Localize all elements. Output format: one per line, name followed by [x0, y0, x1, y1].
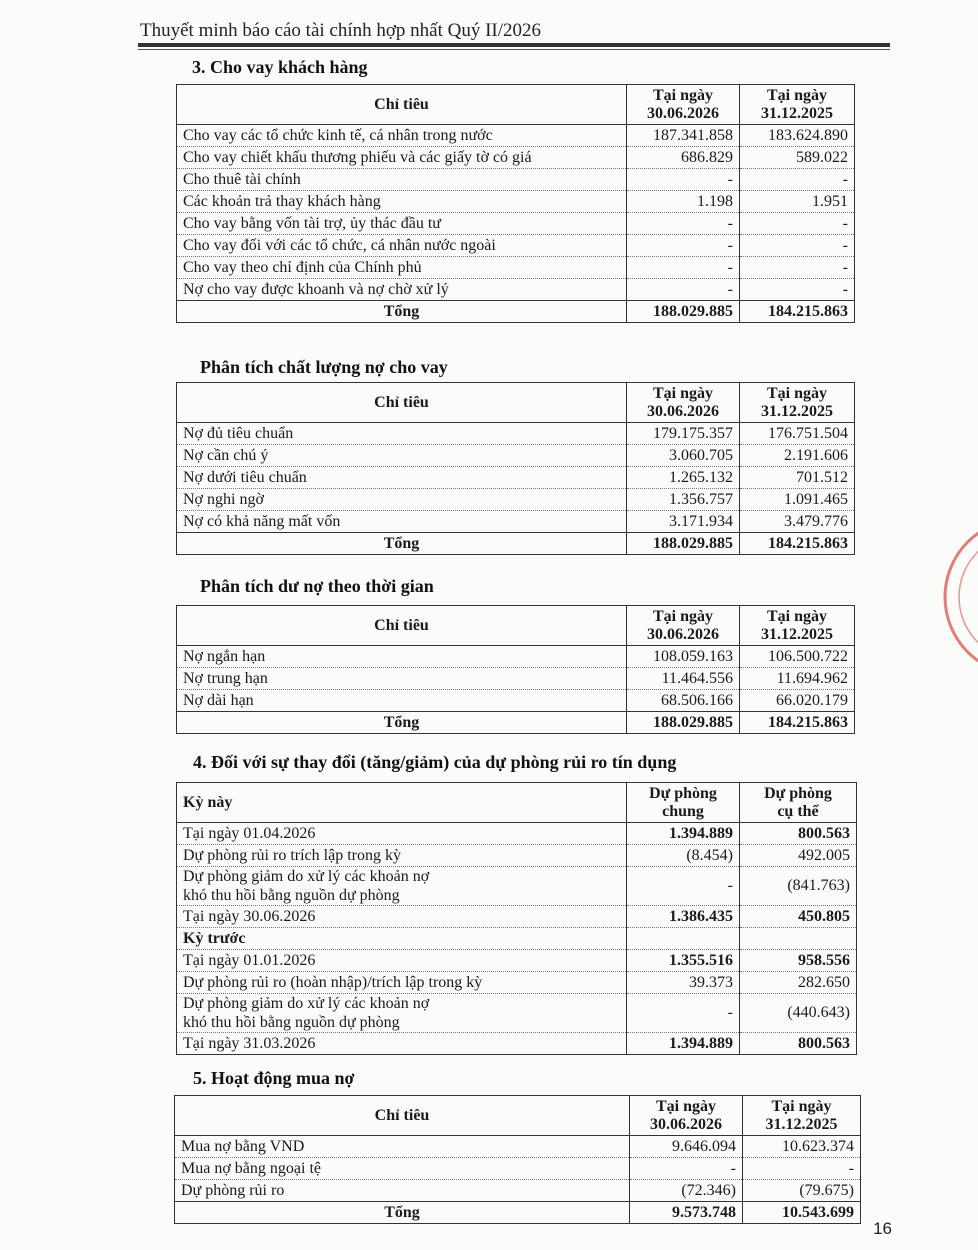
row-value-current: -	[627, 213, 740, 235]
table-row	[177, 445, 855, 467]
row-value-general: (8.454)	[627, 845, 740, 867]
table-row	[177, 169, 855, 191]
row-value-general: 1.394.889	[627, 823, 740, 845]
row-label: Nợ dài hạn	[177, 690, 627, 712]
row-value-current: 68.506.166	[627, 690, 740, 712]
provision-table	[176, 782, 857, 1055]
row-value-current: -	[627, 235, 740, 257]
col-indicator: Chỉ tiêu	[177, 383, 627, 423]
row-value-current: 1.198	[627, 191, 740, 213]
table-row	[177, 950, 857, 972]
table-row	[177, 972, 857, 994]
total-value-prior: 184.215.863	[740, 533, 855, 555]
row-label: Cho vay bằng vốn tài trợ, ủy thác đầu tư	[177, 213, 627, 235]
row-value-current: (72.346)	[630, 1180, 743, 1202]
row-label: Nợ trung hạn	[177, 668, 627, 690]
row-value-general: 1.355.516	[627, 950, 740, 972]
row-value-prior: 589.022	[740, 147, 855, 169]
row-value-current: 1.265.132	[627, 467, 740, 489]
col-date-2: Tại ngày 31.12.2025	[740, 85, 855, 125]
total-row	[175, 1202, 861, 1224]
table-row	[177, 489, 855, 511]
col-date-2: Tại ngày 31.12.2025	[740, 383, 855, 423]
row-value-prior: -	[743, 1158, 861, 1180]
row-value-specific: 800.563	[740, 823, 857, 845]
row-label: Cho thuê tài chính	[177, 169, 627, 191]
col-date-1: Tại ngày 30.06.2026	[630, 1096, 743, 1136]
table-row	[175, 1136, 861, 1158]
term-table-body	[177, 646, 855, 734]
debt-purchase-table	[174, 1095, 861, 1224]
row-value-current: 108.059.163	[627, 646, 740, 668]
col-date-2: Tại ngày 31.12.2025	[743, 1096, 861, 1136]
col-general-provision: Dự phòng chung	[627, 783, 740, 823]
section-3-title: 3. Cho vay khách hàng	[192, 57, 368, 77]
page-header-title: Thuyết minh báo cáo tài chính hợp nhất Quý II/2026	[140, 20, 542, 41]
row-value-prior: 66.020.179	[740, 690, 855, 712]
table-row	[177, 867, 857, 906]
loans-table	[176, 84, 855, 323]
row-value-specific: 492.005	[740, 845, 857, 867]
row-value-current: -	[627, 257, 740, 279]
section-5-title: 5. Hoạt động mua nợ	[193, 1068, 355, 1088]
total-value-current: 188.029.885	[627, 301, 740, 323]
row-label: Mua nợ bằng ngoại tệ	[175, 1158, 630, 1180]
table-row	[177, 423, 855, 445]
total-value-prior: 10.543.699	[743, 1202, 861, 1224]
row-value-prior: -	[740, 279, 855, 301]
row-value-prior: 1.951	[740, 191, 855, 213]
total-row	[177, 533, 855, 555]
row-value-general: -	[627, 867, 740, 906]
row-label: Nợ có khả năng mất vốn	[177, 511, 627, 533]
row-value-specific: 282.650	[740, 972, 857, 994]
row-label: Dự phòng rủi ro	[175, 1180, 630, 1202]
row-value-prior: 3.479.776	[740, 511, 855, 533]
page-number: 16	[873, 1219, 892, 1238]
row-value-general: 1.386.435	[627, 906, 740, 928]
row-value-current: 11.464.556	[627, 668, 740, 690]
row-label: Mua nợ bằng VND	[175, 1136, 630, 1158]
row-value-current: 686.829	[627, 147, 740, 169]
total-label: Tổng	[175, 1202, 630, 1224]
table-row	[177, 257, 855, 279]
table-row	[177, 690, 855, 712]
row-label: Tại ngày 01.01.2026	[177, 950, 627, 972]
table-row	[177, 279, 855, 301]
table-row	[177, 125, 855, 147]
row-value-prior: -	[740, 169, 855, 191]
table-row	[177, 1033, 857, 1055]
total-value-current: 188.029.885	[627, 712, 740, 734]
col-specific-provision: Dự phòng cụ thể	[740, 783, 857, 823]
debt-purchase-table-body	[175, 1136, 861, 1224]
col-date-1: Tại ngày 30.06.2026	[627, 606, 740, 646]
row-value-prior: 106.500.722	[740, 646, 855, 668]
table-row	[177, 906, 857, 928]
table-row	[175, 1180, 861, 1202]
prior-period-row	[177, 928, 857, 950]
row-value-current: -	[630, 1158, 743, 1180]
table-row	[177, 213, 855, 235]
table-row	[177, 668, 855, 690]
total-row	[177, 712, 855, 734]
row-value-current: 3.060.705	[627, 445, 740, 467]
row-value-general: 1.394.889	[627, 1033, 740, 1055]
total-value-prior: 184.215.863	[740, 712, 855, 734]
row-label: Nợ ngắn hạn	[177, 646, 627, 668]
row-label: Nợ nghi ngờ	[177, 489, 627, 511]
total-value-current: 188.029.885	[627, 533, 740, 555]
header-rule	[138, 43, 890, 47]
row-value-current: 3.171.934	[627, 511, 740, 533]
loans-table-body	[177, 125, 855, 323]
row-value-prior: -	[740, 213, 855, 235]
row-label: Dự phòng rủi ro (hoàn nhập)/trích lập trong kỳ	[177, 972, 627, 994]
row-value-prior: 701.512	[740, 467, 855, 489]
row-label: Tại ngày 01.04.2026	[177, 823, 627, 845]
row-value-current: -	[627, 279, 740, 301]
row-label: Dự phòng rủi ro trích lập trong kỳ	[177, 845, 627, 867]
row-label: Nợ đủ tiêu chuẩn	[177, 423, 627, 445]
row-value-current: 179.175.357	[627, 423, 740, 445]
row-value-current: 1.356.757	[627, 489, 740, 511]
term-title: Phân tích dư nợ theo thời gian	[200, 576, 434, 596]
total-value-current: 9.573.748	[630, 1202, 743, 1224]
row-value-prior: 1.091.465	[740, 489, 855, 511]
table-row	[175, 1158, 861, 1180]
row-label: Nợ cần chú ý	[177, 445, 627, 467]
row-label: Cho vay theo chỉ định của Chính phủ	[177, 257, 627, 279]
quality-title: Phân tích chất lượng nợ cho vay	[200, 357, 448, 377]
row-value-prior: 183.624.890	[740, 125, 855, 147]
row-label: Nợ dưới tiêu chuẩn	[177, 467, 627, 489]
row-label: Nợ cho vay được khoanh và nợ chờ xử lý	[177, 279, 627, 301]
row-value-prior: 10.623.374	[743, 1136, 861, 1158]
row-value-current: -	[627, 169, 740, 191]
row-value-prior: (79.675)	[743, 1180, 861, 1202]
row-label: Cho vay các tổ chức kinh tế, cá nhân trong nước	[177, 125, 627, 147]
row-label: Cho vay đối với các tổ chức, cá nhân nước ngoài	[177, 235, 627, 257]
row-label: Tại ngày 31.03.2026	[177, 1033, 627, 1055]
total-row	[177, 301, 855, 323]
row-value-specific: 958.556	[740, 950, 857, 972]
col-indicator: Chỉ tiêu	[177, 606, 627, 646]
col-indicator: Chỉ tiêu	[175, 1096, 630, 1136]
table-row	[177, 646, 855, 668]
table-row	[177, 235, 855, 257]
total-label: Tổng	[177, 533, 627, 555]
row-value-prior: 2.191.606	[740, 445, 855, 467]
col-date-1: Tại ngày 30.06.2026	[627, 85, 740, 125]
total-label: Tổng	[177, 301, 627, 323]
total-value-prior: 184.215.863	[740, 301, 855, 323]
row-label: Dự phòng giảm do xử lý các khoản nợ khó thu hồi bằng nguồn dự phòng	[177, 994, 627, 1033]
row-value-current: 9.646.094	[630, 1136, 743, 1158]
section-4-title: 4. Đối với sự thay đổi (tăng/giảm) của dự phòng rủi ro tín dụng	[193, 752, 677, 772]
table-row	[177, 147, 855, 169]
row-value-prior: -	[740, 257, 855, 279]
row-value-general: 39.373	[627, 972, 740, 994]
row-value-specific: 800.563	[740, 1033, 857, 1055]
table-row	[177, 823, 857, 845]
row-value-specific: (841.763)	[740, 867, 857, 906]
row-value-general: -	[627, 994, 740, 1033]
provision-table-body	[177, 823, 857, 1055]
row-label: Tại ngày 30.06.2026	[177, 906, 627, 928]
header-rule-thin	[138, 49, 890, 50]
table-row	[177, 994, 857, 1033]
col-indicator: Chỉ tiêu	[177, 85, 627, 125]
col-period: Kỳ này	[177, 783, 627, 823]
quality-table-body	[177, 423, 855, 555]
row-value-specific: 450.805	[740, 906, 857, 928]
prior-period-label: Kỳ trước	[177, 928, 627, 950]
row-value-prior: 176.751.504	[740, 423, 855, 445]
row-value-specific: (440.643)	[740, 994, 857, 1033]
row-value-prior: 11.694.962	[740, 668, 855, 690]
term-table	[176, 605, 855, 734]
row-label: Cho vay chiết khấu thương phiếu và các giấy tờ có giá	[177, 147, 627, 169]
row-label: Các khoản trả thay khách hàng	[177, 191, 627, 213]
table-row	[177, 511, 855, 533]
row-label: Dự phòng giảm do xử lý các khoản nợ khó thu hồi bằng nguồn dự phòng	[177, 867, 627, 906]
row-value-prior: -	[740, 235, 855, 257]
col-date-2: Tại ngày 31.12.2025	[740, 606, 855, 646]
row-value-current: 187.341.858	[627, 125, 740, 147]
col-date-1: Tại ngày 30.06.2026	[627, 383, 740, 423]
total-label: Tổng	[177, 712, 627, 734]
red-seal-stamp	[928, 505, 978, 690]
table-row	[177, 191, 855, 213]
table-row	[177, 467, 855, 489]
quality-table	[176, 382, 855, 555]
table-row	[177, 845, 857, 867]
